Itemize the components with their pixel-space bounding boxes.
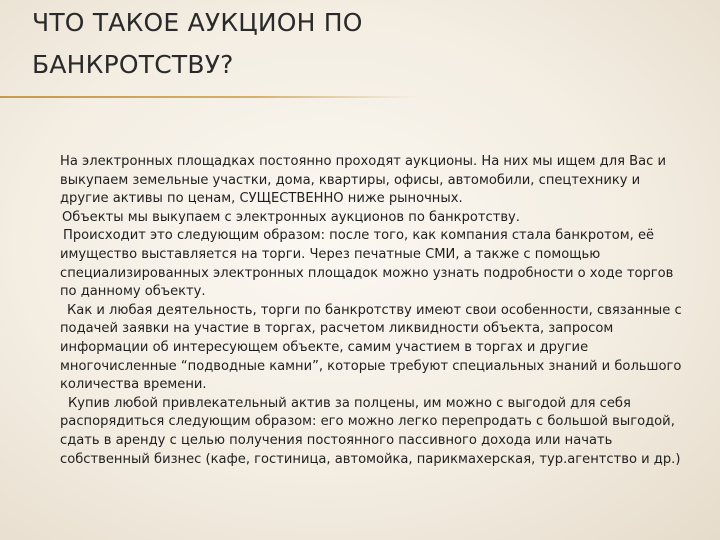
paragraph-specifics: Как и любая деятельность, торги по банкротству имеют свои особенности, связанные с подачей заявки на участие в торгах, расчетом ликвидности объекта, запросом информации об интересующем объекте, самим участием в торгах и другие многочисленные “подводные камни”, которые требуют специальных знаний и большого количества времени. [60,302,682,393]
slide-body-text [60,153,692,469]
paragraph-benefits: Купив любой привлекательный актив за полцены, им можно с выгодой для себя распорядиться следующим образом: его можно легко перепродать с большой выгодой, сдать в аренду с целью получения постоянного пассивного дохода или начать собственный бизнес (кафе, гостиница, автомойка, парикмахерская, тур.агентство и др.) [60,395,681,467]
slide-title-line-2: БАНКРОТСТВУ? [32,50,234,79]
slide-title [32,2,672,86]
paragraph-process: Происходит это следующим образом: после того, как компания стала банкротом, её имущество выставляется на торги. Через печатные СМИ, а также с помощью специализированных электронных площадок можно узнать подробности о ходе торгов по данному объекту. [60,228,674,300]
slide-title-line-1: ЧТО ТАКОЕ АУКЦИОН ПО [32,8,363,37]
paragraph-intro: На электронных площадках постоянно проходят аукционы. На них мы ищем для Вас и выкупаем земельные участки, дома, квартиры, офисы, автомобили, спецтехнику и другие активы по ценам, СУЩЕСТВЕННО ниже рыночных. [60,154,667,207]
paragraph-objects: Объекты мы выкупаем с электронных аукционов по банкротству. [62,209,520,225]
title-underline-divider [0,96,420,98]
